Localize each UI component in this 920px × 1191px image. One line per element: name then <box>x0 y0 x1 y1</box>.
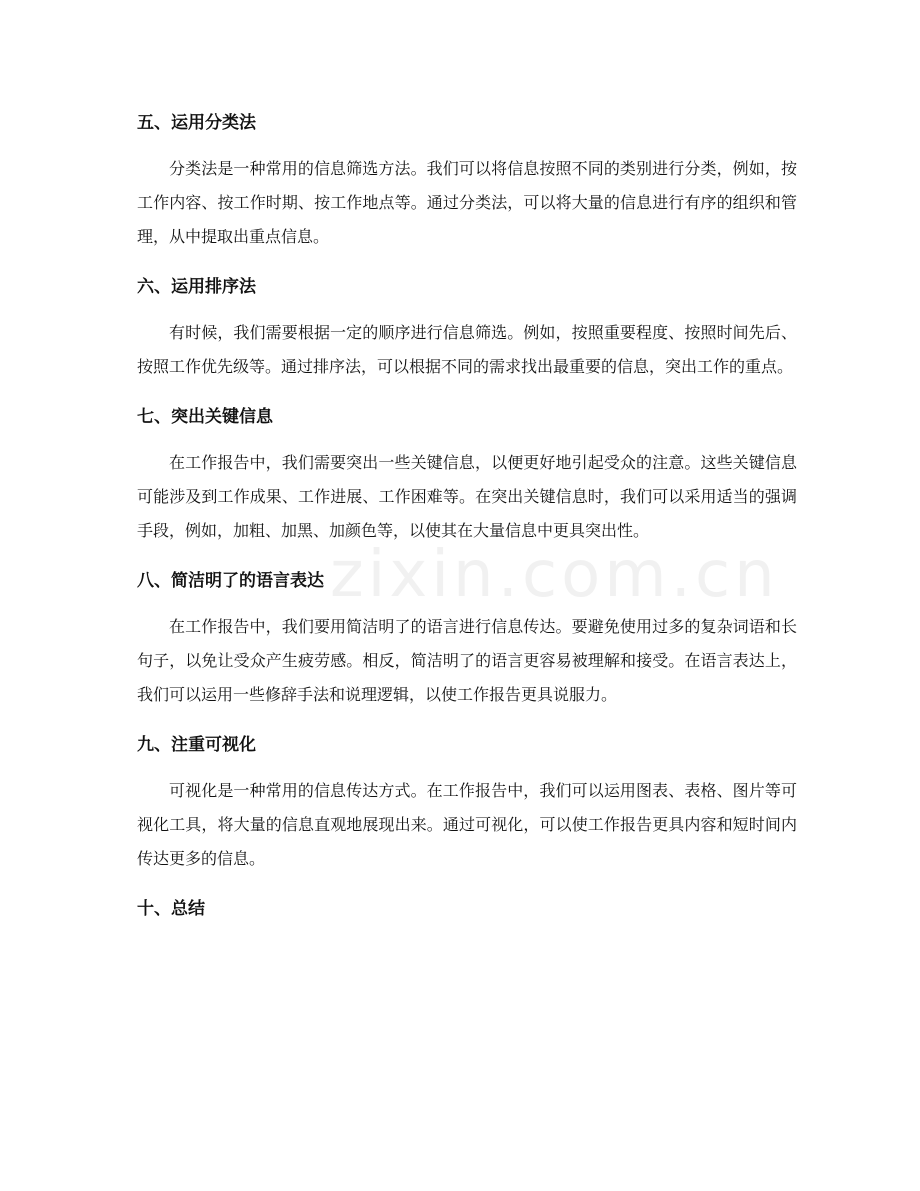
section-heading-8: 八、简洁明了的语言表达 <box>137 571 324 591</box>
document-content <box>137 106 797 938</box>
section-heading-5: 五、运用分类法 <box>137 113 256 133</box>
section-body-6: 有时候，我们需要根据一定的顺序进行信息筛选。例如，按照重要程度、按照时间先后、按照工作优先级等。通过排序法，可以根据不同的需求找出最重要的信息，突出工作的重点。 <box>137 323 797 376</box>
section-heading-9: 九、注重可视化 <box>137 735 256 755</box>
section-body-7: 在工作报告中，我们需要突出一些关键信息，以便更好地引起受众的注意。这些关键信息可能涉及到工作成果、工作进展、工作困难等。在突出关键信息时，我们可以采用适当的强调手段，例如，加粗、加黑、加颜色等，以使其在大量信息中更具突出性。 <box>137 453 797 540</box>
section-heading-7: 七、突出关键信息 <box>137 407 273 427</box>
section-heading-6: 六、运用排序法 <box>137 277 256 297</box>
section-body-8: 在工作报告中，我们要用简洁明了的语言进行信息传达。要避免使用过多的复杂词语和长句子，以免让受众产生疲劳感。相反，简洁明了的语言更容易被理解和接受。在语言表达上，我们可以运用一些修辞手法和说理逻辑，以使工作报告更具说服力。 <box>137 617 797 704</box>
section-body-5: 分类法是一种常用的信息筛选方法。我们可以将信息按照不同的类别进行分类，例如，按工作内容、按工作时期、按工作地点等。通过分类法，可以将大量的信息进行有序的组织和管理，从中提取出重点信息。 <box>137 159 797 246</box>
section-body-9: 可视化是一种常用的信息传达方式。在工作报告中，我们可以运用图表、表格、图片等可视化工具，将大量的信息直观地展现出来。通过可视化，可以使工作报告更具内容和短时间内传达更多的信息。 <box>137 781 797 868</box>
watermark: zixin.com.cn <box>330 538 779 612</box>
section-heading-10: 十、总结 <box>137 899 205 919</box>
